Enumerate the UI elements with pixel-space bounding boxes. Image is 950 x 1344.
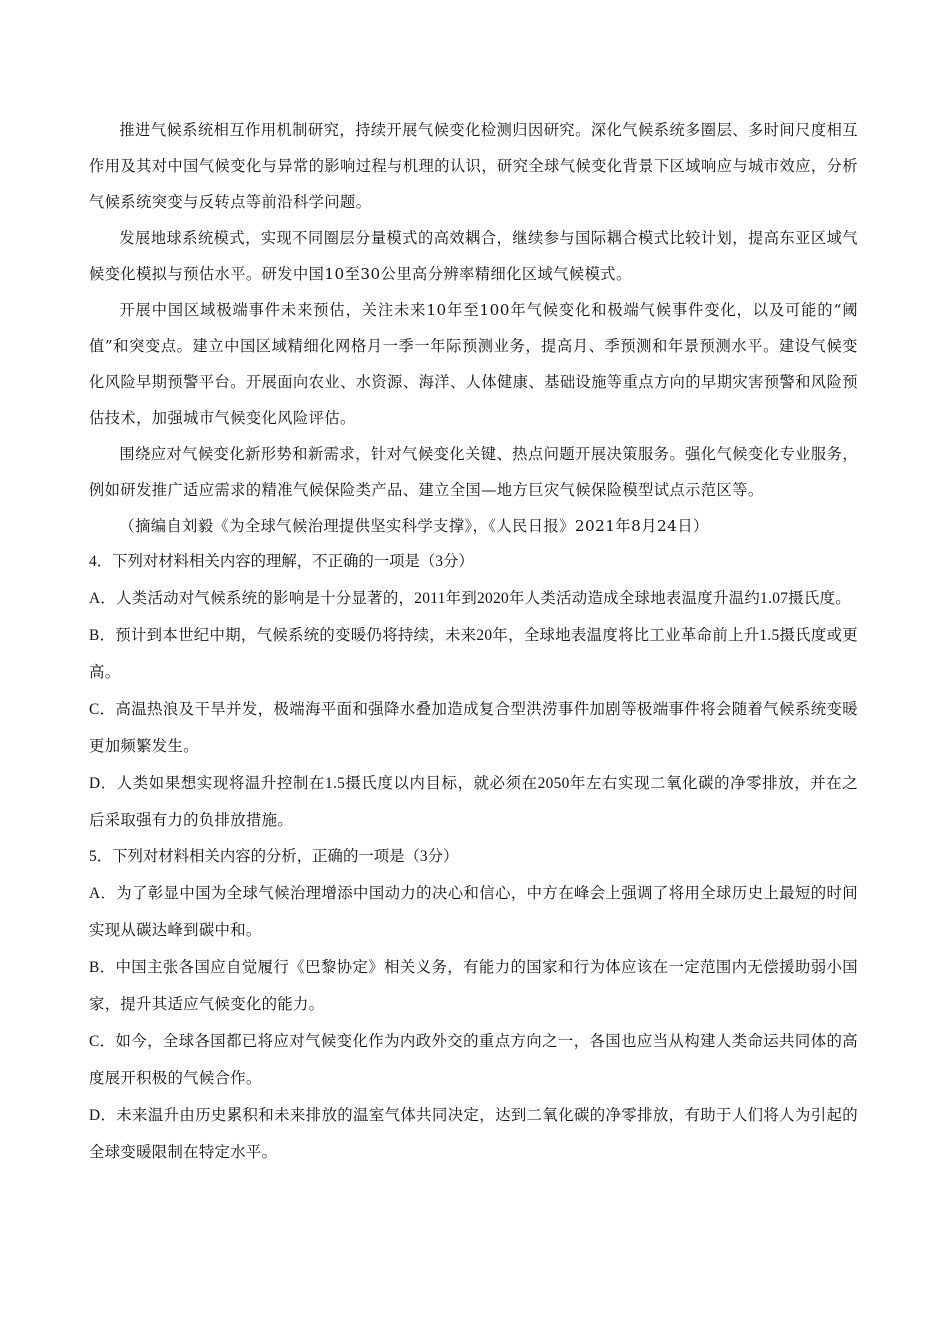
question-stem: 5．下列对材料相关内容的分析，正确的一项是（3分） bbox=[89, 848, 459, 865]
question-4 bbox=[89, 544, 858, 839]
answer-option-b: B．中国主张各国应自觉履行《巴黎协定》相关义务，有能力的国家和行为体应该在一定范围内无偿援助弱小国家，提升其适应气候变化的能力。 bbox=[89, 959, 858, 1013]
passage-paragraph: 推进气候系统相互作用机制研究，持续开展气候变化检测归因研究。深化气候系统多圈层、多时间尺度相互作用及其对中国气候变化与异常的影响过程与机理的认识，研究全球气候变化背景下区域响应与城市效应，分析气候系统突变与反转点等前沿科学问题。 bbox=[89, 121, 858, 211]
answer-option-c: C．高温热浪及干旱并发，极端海平面和强降水叠加造成复合型洪涝事件加剧等极端事件将会随着气候系统变暖更加频繁发生。 bbox=[89, 701, 858, 755]
answer-option-a: A．为了彰显中国为全球气候治理增添中国动力的决心和信心，中方在峰会上强调了将用全球历史上最短的时间实现从碳达峰到碳中和。 bbox=[89, 885, 858, 939]
passage-paragraph: 开展中国区域极端事件未来预估，关注未来10年至100年气候变化和极端气候事件变化，以及可能的“阈值”和突变点。建立中国区域精细化网格月一季一年际预测业务，提高月、季预测和年景预测水平。建设气候变化风险早期预警平台。开展面向农业、水资源、海洋、人体健康、基础设施等重点方向的早期灾害预警和风险预估技术，加强城市气候变化风险评估。 bbox=[89, 301, 858, 427]
question-stem: 4．下列对材料相关内容的理解，不正确的一项是（3分） bbox=[89, 553, 474, 570]
answer-option-b: B．预计到本世纪中期，气候系统的变暖仍将持续，未来20年，全球地表温度将比工业革命前上升1.5摄氏度或更高。 bbox=[89, 627, 858, 681]
question-5 bbox=[89, 839, 858, 1171]
answer-option-a: A．人类活动对气候系统的影响是十分显著的，2011年到2020年人类活动造成全球地表温度升温约1.07摄氏度。 bbox=[89, 590, 851, 607]
answer-option-d: D．未来温升由历史累积和未来排放的温室气体共同决定，达到二氧化碳的净零排放，有助于人们将人为引起的全球变暖限制在特定水平。 bbox=[89, 1107, 858, 1161]
answer-option-c: C．如今，全球各国都已将应对气候变化作为内政外交的重点方向之一，各国也应当从构建人类命运共同体的高度展开积极的气候合作。 bbox=[89, 1033, 858, 1087]
reading-passage bbox=[89, 112, 858, 544]
passage-paragraph: 围绕应对气候变化新形势和新需求，针对气候变化关键、热点问题开展决策服务。强化气候变化专业服务，例如研发推广适应需求的精准气候保险类产品、建立全国—地方巨灾气候保险模型试点示范区等。 bbox=[89, 445, 858, 499]
answer-option-d: D．人类如果想实现将温升控制在1.5摄氏度以内目标，就必须在2050年左右实现二氧化碳的净零排放，并在之后采取强有力的负排放措施。 bbox=[89, 775, 858, 829]
passage-paragraph: 发展地球系统模式，实现不同圈层分量模式的高效耦合，继续参与国际耦合模式比较计划，提高东亚区域气候变化模拟与预估水平。研发中国10至30公里高分辨率精细化区域气候模式。 bbox=[89, 229, 858, 283]
passage-source: （摘编自刘毅《为全球气候治理提供坚实科学支撑》，《人民日报》2021年8月24日） bbox=[119, 517, 709, 535]
